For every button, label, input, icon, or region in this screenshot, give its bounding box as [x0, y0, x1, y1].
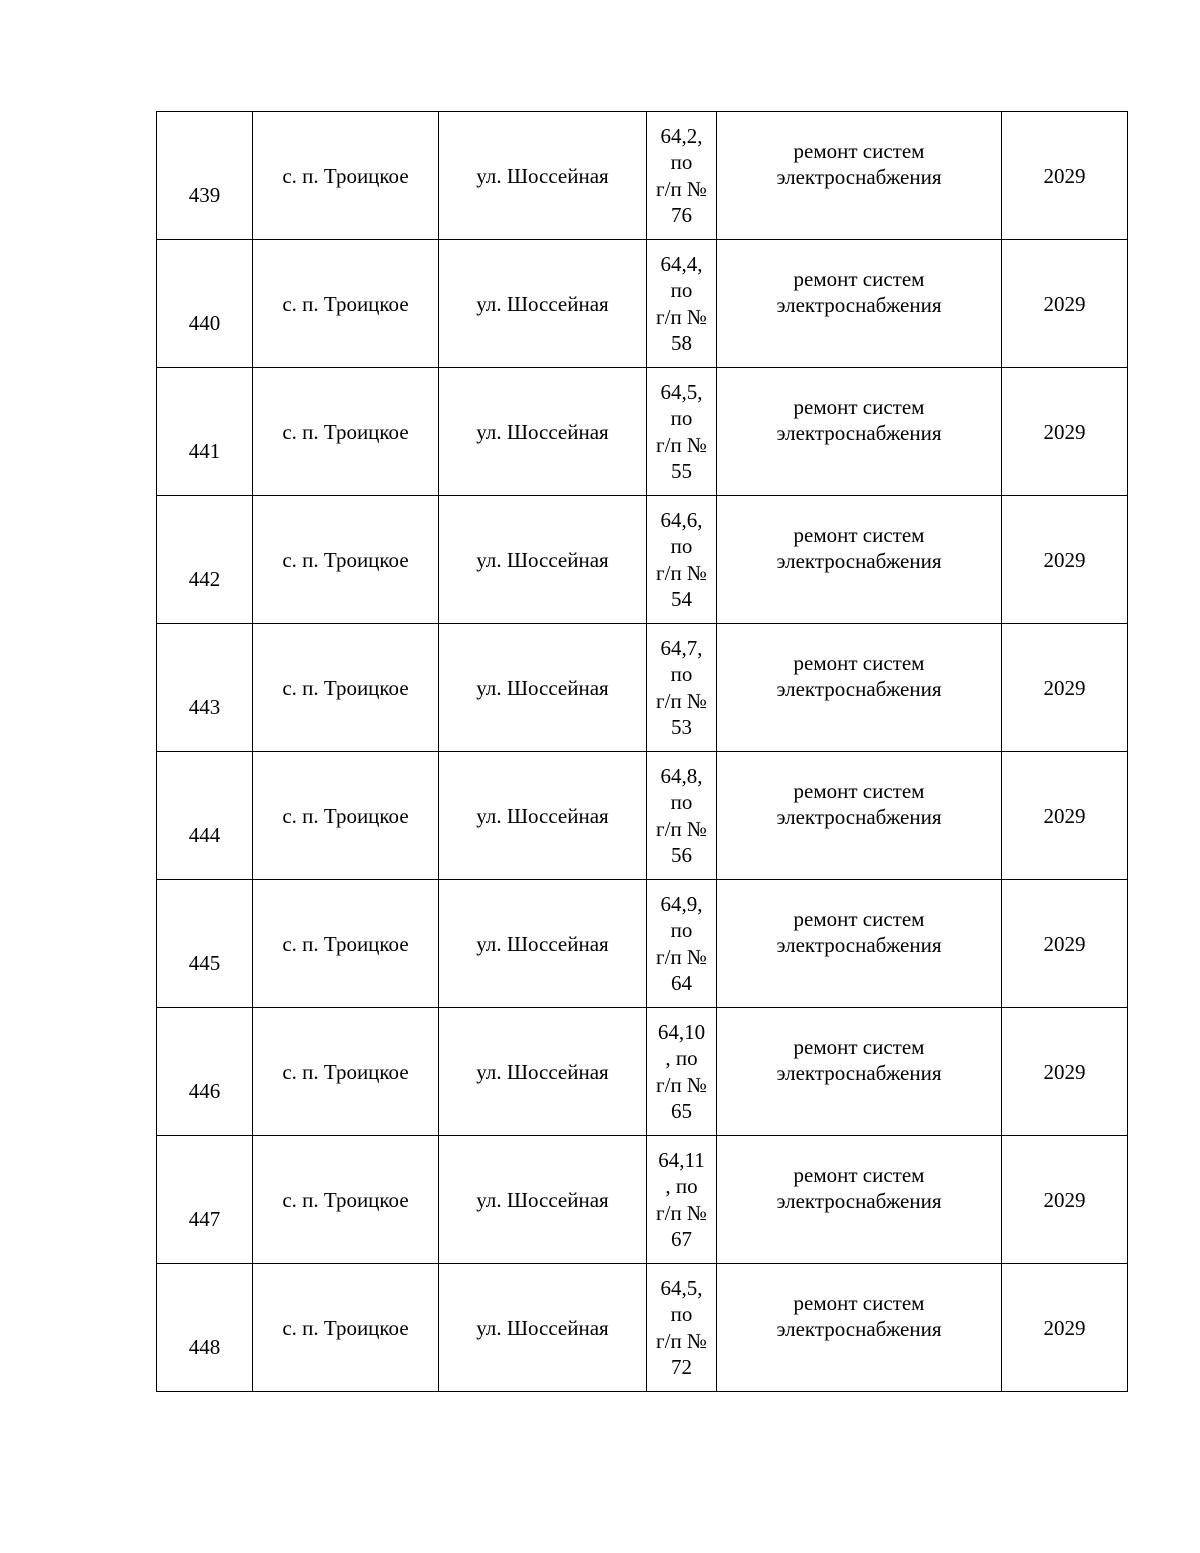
work-type: ремонт систем электроснабжения	[776, 906, 942, 957]
house-number: 64,5, по г/п № 55	[656, 379, 707, 483]
settlement-cell: с. п. Троицкое	[253, 1264, 439, 1392]
house-number: 64,9, по г/п № 64	[656, 891, 707, 995]
repair-schedule-table	[156, 111, 1128, 1392]
work-type-cell	[717, 752, 1002, 880]
street-cell: ул. Шоссейная	[439, 112, 647, 240]
work-type: ремонт систем электроснабжения	[776, 1034, 942, 1085]
house-cell	[647, 368, 717, 496]
work-type-cell	[717, 1264, 1002, 1392]
street-cell: ул. Шоссейная	[439, 240, 647, 368]
row-number-cell	[157, 880, 253, 1008]
settlement-cell: с. п. Троицкое	[253, 112, 439, 240]
year-cell: 2029	[1002, 624, 1128, 752]
settlement-cell: с. п. Троицкое	[253, 368, 439, 496]
row-number: 441	[188, 438, 221, 463]
year-cell: 2029	[1002, 1136, 1128, 1264]
table-row	[157, 368, 1128, 496]
row-number: 440	[188, 310, 221, 335]
house-cell	[647, 1008, 717, 1136]
year-cell: 2029	[1002, 496, 1128, 624]
row-number: 439	[188, 182, 221, 207]
house-number: 64,8, по г/п № 56	[656, 763, 707, 867]
row-number-cell	[157, 1136, 253, 1264]
settlement-cell: с. п. Троицкое	[253, 240, 439, 368]
year-cell: 2029	[1002, 240, 1128, 368]
work-type-cell	[717, 880, 1002, 1008]
house-cell	[647, 880, 717, 1008]
street-cell: ул. Шоссейная	[439, 752, 647, 880]
row-number: 448	[188, 1334, 221, 1359]
house-number: 64,6, по г/п № 54	[656, 507, 707, 611]
row-number: 446	[188, 1078, 221, 1103]
row-number-cell	[157, 752, 253, 880]
year-cell: 2029	[1002, 368, 1128, 496]
table-row	[157, 1136, 1128, 1264]
row-number: 444	[188, 822, 221, 847]
year-cell: 2029	[1002, 112, 1128, 240]
row-number-cell	[157, 240, 253, 368]
year-cell: 2029	[1002, 1008, 1128, 1136]
house-cell	[647, 624, 717, 752]
table-row	[157, 1264, 1128, 1392]
street-cell: ул. Шоссейная	[439, 368, 647, 496]
work-type: ремонт систем электроснабжения	[776, 138, 942, 189]
year-cell: 2029	[1002, 752, 1128, 880]
house-number: 64,2, по г/п № 76	[656, 123, 707, 227]
row-number-cell	[157, 112, 253, 240]
settlement-cell: с. п. Троицкое	[253, 496, 439, 624]
settlement-cell: с. п. Троицкое	[253, 752, 439, 880]
house-number: 64,4, по г/п № 58	[656, 251, 707, 355]
house-number: 64,7, по г/п № 53	[656, 635, 707, 739]
street-cell: ул. Шоссейная	[439, 880, 647, 1008]
street-cell: ул. Шоссейная	[439, 1008, 647, 1136]
house-cell	[647, 112, 717, 240]
settlement-cell: с. п. Троицкое	[253, 880, 439, 1008]
work-type-cell	[717, 1008, 1002, 1136]
row-number-cell	[157, 1264, 253, 1392]
work-type: ремонт систем электроснабжения	[776, 1162, 942, 1213]
street-cell: ул. Шоссейная	[439, 1264, 647, 1392]
table-row	[157, 880, 1128, 1008]
settlement-cell: с. п. Троицкое	[253, 1136, 439, 1264]
house-number: 64,11 , по г/п № 67	[656, 1147, 707, 1251]
row-number-cell	[157, 624, 253, 752]
house-cell	[647, 1136, 717, 1264]
work-type-cell	[717, 1136, 1002, 1264]
house-cell	[647, 496, 717, 624]
row-number: 442	[188, 566, 221, 591]
work-type-cell	[717, 112, 1002, 240]
street-cell: ул. Шоссейная	[439, 496, 647, 624]
row-number: 445	[188, 950, 221, 975]
row-number: 443	[188, 694, 221, 719]
work-type: ремонт систем электроснабжения	[776, 394, 942, 445]
work-type: ремонт систем электроснабжения	[776, 650, 942, 701]
year-cell: 2029	[1002, 1264, 1128, 1392]
table-row	[157, 496, 1128, 624]
work-type-cell	[717, 368, 1002, 496]
house-cell	[647, 240, 717, 368]
work-type-cell	[717, 496, 1002, 624]
street-cell: ул. Шоссейная	[439, 624, 647, 752]
table-row	[157, 1008, 1128, 1136]
work-type: ремонт систем электроснабжения	[776, 522, 942, 573]
work-type-cell	[717, 624, 1002, 752]
street-cell: ул. Шоссейная	[439, 1136, 647, 1264]
table-row	[157, 240, 1128, 368]
work-type: ремонт систем электроснабжения	[776, 266, 942, 317]
settlement-cell: с. п. Троицкое	[253, 624, 439, 752]
row-number-cell	[157, 496, 253, 624]
house-number: 64,5, по г/п № 72	[656, 1275, 707, 1379]
year-cell: 2029	[1002, 880, 1128, 1008]
house-number: 64,10 , по г/п № 65	[656, 1019, 707, 1123]
work-type: ремонт систем электроснабжения	[776, 1290, 942, 1341]
row-number: 447	[188, 1206, 221, 1231]
row-number-cell	[157, 1008, 253, 1136]
table-row	[157, 752, 1128, 880]
table-row	[157, 112, 1128, 240]
house-cell	[647, 752, 717, 880]
work-type-cell	[717, 240, 1002, 368]
settlement-cell: с. п. Троицкое	[253, 1008, 439, 1136]
house-cell	[647, 1264, 717, 1392]
table-row	[157, 624, 1128, 752]
row-number-cell	[157, 368, 253, 496]
work-type: ремонт систем электроснабжения	[776, 778, 942, 829]
